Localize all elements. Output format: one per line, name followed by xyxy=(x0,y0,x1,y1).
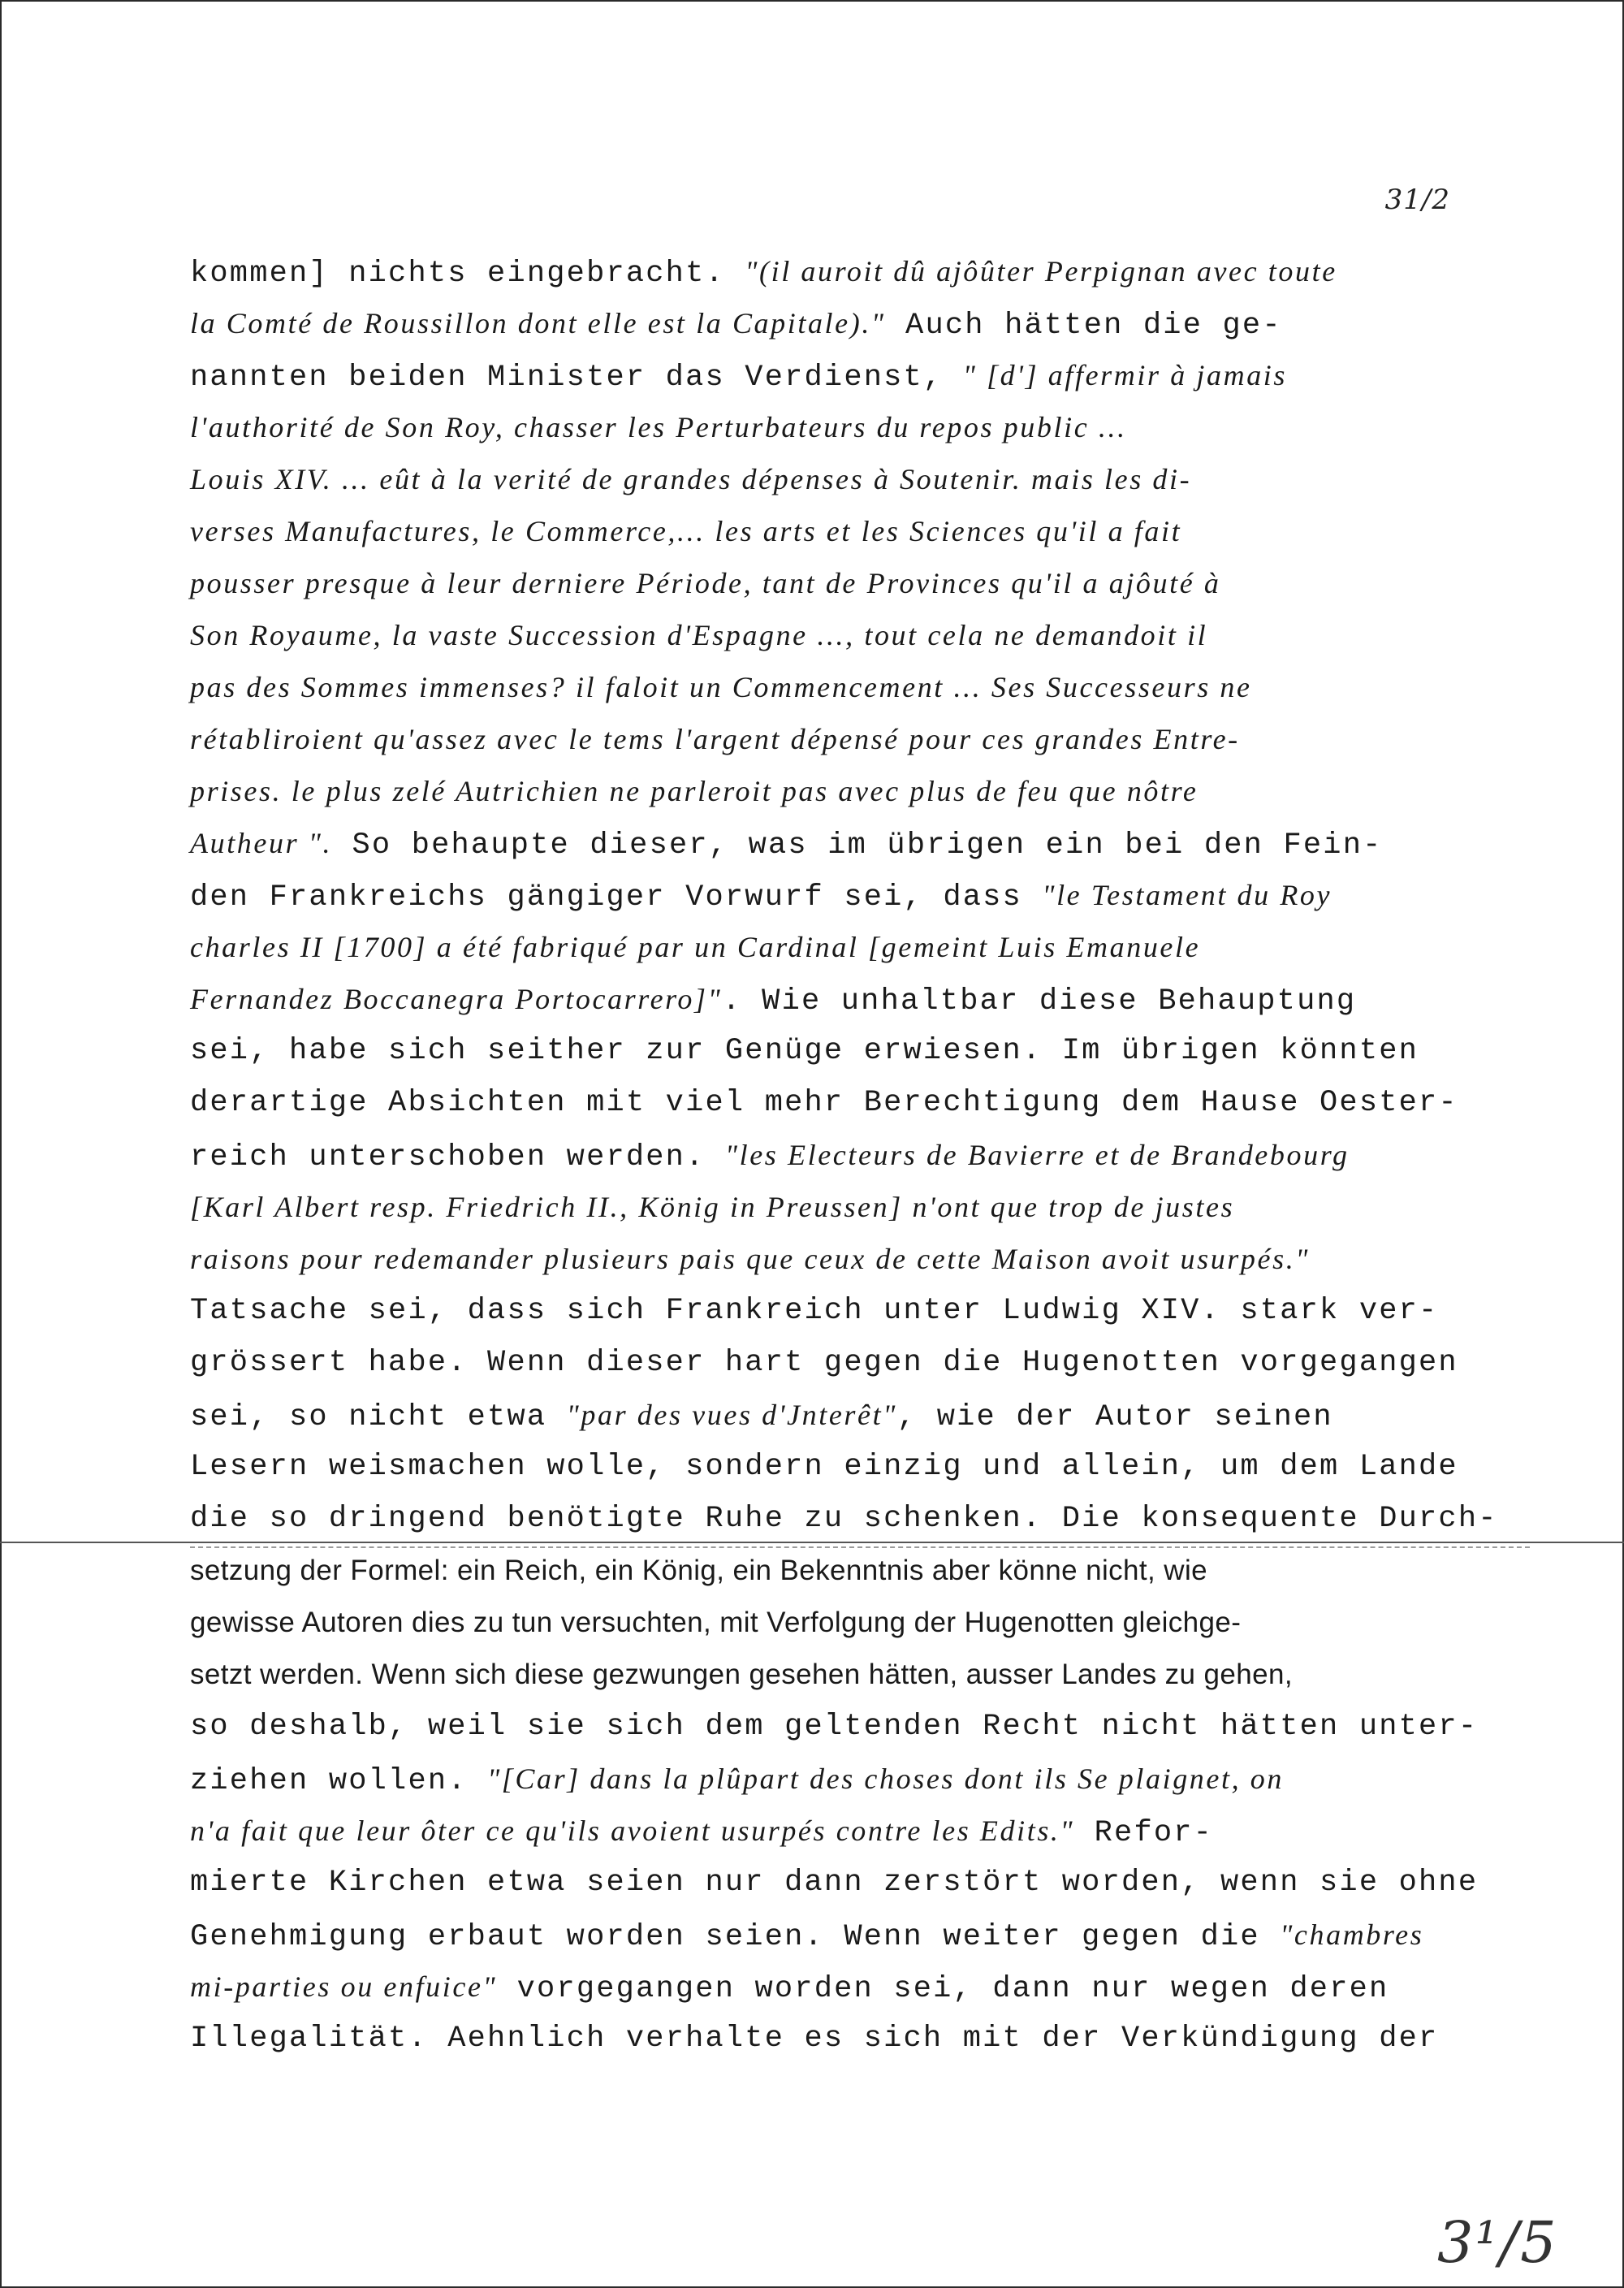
text-line xyxy=(190,1238,1489,1290)
text-line xyxy=(190,926,1489,978)
text-line xyxy=(190,302,1489,354)
text-line xyxy=(190,770,1489,822)
text-line xyxy=(190,458,1489,510)
text-line xyxy=(190,1342,1489,1394)
german-text: ziehen wollen. xyxy=(190,1764,488,1798)
quoted-french-text: n'a fait que leur ôter ce qu'ils avoient usurpés contre les Edits." xyxy=(190,1814,1075,1847)
text-line xyxy=(190,250,1489,302)
text-line xyxy=(190,1966,1489,2018)
quoted-french-text: "(il auroit dû ajôûter Perpignan avec toute xyxy=(745,255,1337,288)
body-text xyxy=(190,250,1498,2070)
text-line xyxy=(190,1706,1489,1758)
german-text: sei, habe sich seither zur Genüge erwiesen. Im übrigen könnten xyxy=(190,1034,1419,1068)
german-text: setzt werden. Wenn sich diese gezwungen gesehen hätten, ausser Landes zu gehen, xyxy=(190,1659,1293,1690)
text-line xyxy=(190,874,1489,926)
german-text: . Wie unhaltbar diese Behauptung xyxy=(722,984,1357,1019)
quoted-french-text: pas des Sommes immenses? il faloit un Commencement ... Ses Successeurs ne xyxy=(190,671,1252,703)
german-text: setzung der Formel: ein Reich, ein König, ein Bekenntnis aber könne nicht, wie xyxy=(190,1555,1208,1586)
text-line xyxy=(190,614,1489,666)
quoted-french-text: verses Manufactures, le Commerce,... les arts et les Sciences qu'il a fait xyxy=(190,515,1182,547)
text-line xyxy=(190,1550,1489,1602)
text-line xyxy=(190,1186,1489,1238)
text-line xyxy=(190,1394,1489,1446)
german-text: vorgegangen worden sei, dann nur wegen deren xyxy=(497,1972,1389,2006)
quoted-french-text: "le Testament du Roy xyxy=(1042,879,1332,911)
german-text: den Frankreichs gängiger Vorwurf sei, dass xyxy=(190,880,1043,915)
german-text: Lesern weismachen wolle, sondern einzig und allein, um dem Lande xyxy=(190,1450,1458,1484)
quoted-french-text: Son Royaume, la vaste Succession d'Espagne ..., tout cela ne demandoit il xyxy=(190,619,1208,651)
text-line xyxy=(190,1810,1489,1862)
german-text: Illegalität. Aehnlich verhalte es sich mit der Verkündigung der xyxy=(190,2022,1439,2056)
quoted-french-text: Autheur ". xyxy=(190,827,333,859)
page-number: 31/2 xyxy=(1384,184,1450,216)
quoted-french-text: pousser presque à leur derniere Période, tant de Provinces qu'il a ajôuté à xyxy=(190,567,1221,599)
german-text: kommen] nichts eingebracht. xyxy=(190,257,745,291)
german-text: die so dringend benötigte Ruhe zu schenken. Die konsequente Durch- xyxy=(190,1502,1498,1536)
text-line xyxy=(190,354,1489,406)
german-text: Refor- xyxy=(1074,1816,1214,1850)
quoted-french-text: " [d'] affermir à jamais xyxy=(962,359,1287,391)
german-text: Tatsache sei, dass sich Frankreich unter Ludwig XIV. stark ver- xyxy=(190,1294,1439,1328)
text-line xyxy=(190,406,1489,458)
text-line xyxy=(190,510,1489,562)
german-text: reich unterschoben werden. xyxy=(190,1140,725,1174)
german-text: So behaupte dieser, was im übrigen ein bei den Fein- xyxy=(332,828,1383,863)
handwritten-folio: 3¹/5 xyxy=(1437,2209,1558,2276)
text-line xyxy=(190,1862,1489,1914)
german-text: Genehmigung erbaut worden seien. Wenn weiter gegen die xyxy=(190,1920,1281,1954)
text-line xyxy=(190,978,1489,1030)
quoted-french-text: la Comté de Roussillon dont elle est la Capitale)." xyxy=(190,307,886,340)
german-text: mierte Kirchen etwa seien nur dann zerstört worden, wenn sie ohne xyxy=(190,1866,1479,1900)
text-line xyxy=(190,1602,1489,1654)
quoted-french-text: prises. le plus zelé Autrichien ne parleroit pas avec plus de feu que nôtre xyxy=(190,775,1199,807)
text-line xyxy=(190,822,1489,874)
text-line xyxy=(190,1914,1489,1966)
text-line xyxy=(190,718,1489,770)
text-line xyxy=(190,1654,1489,1706)
quoted-french-text: Fernandez Boccanegra Portocarrero]" xyxy=(190,983,723,1015)
quoted-french-text: "par des vues d'Jnterêt" xyxy=(566,1399,897,1431)
text-line xyxy=(190,2018,1489,2070)
text-line xyxy=(190,1134,1489,1186)
text-line xyxy=(190,1082,1489,1134)
quoted-french-text: Louis XIV. ... eût à la verité de grandes dépenses à Soutenir. mais les di- xyxy=(190,463,1192,495)
quoted-french-text: l'authorité de Son Roy, chasser les Perturbateurs du repos public ... xyxy=(190,411,1127,443)
quoted-french-text: [Karl Albert resp. Friedrich II., König in Preussen] n'ont que trop de justes xyxy=(190,1191,1235,1223)
german-text: derartige Absichten mit viel mehr Berechtigung dem Hause Oester- xyxy=(190,1086,1458,1120)
german-text: gewisse Autoren dies zu tun versuchten, mit Verfolgung der Hugenotten gleichge- xyxy=(190,1607,1242,1638)
german-text: nannten beiden Minister das Verdienst, xyxy=(190,361,963,395)
german-text: Auch hätten die ge- xyxy=(885,309,1282,343)
quoted-french-text: "les Electeurs de Bavierre et de Brandebourg xyxy=(724,1139,1350,1171)
text-line xyxy=(190,562,1489,614)
text-line xyxy=(190,1290,1489,1342)
german-text: , wie der Autor seinen xyxy=(896,1400,1333,1434)
text-line xyxy=(190,666,1489,718)
text-line xyxy=(190,1446,1489,1498)
german-text: so deshalb, weil sie sich dem geltenden Recht nicht hätten unter- xyxy=(190,1710,1479,1744)
text-line xyxy=(190,1030,1489,1082)
quoted-french-text: mi-parties ou enfuice" xyxy=(190,1970,498,2003)
text-line xyxy=(190,1498,1498,1550)
quoted-french-text: raisons pour redemander plusieurs pais que ceux de cette Maison avoit usurpés." xyxy=(190,1243,1311,1275)
quoted-french-text: charles II [1700] a été fabriqué par un Cardinal [gemeint Luis Emanuele xyxy=(190,931,1201,963)
quoted-french-text: "chambres xyxy=(1280,1918,1424,1951)
german-text: grössert habe. Wenn dieser hart gegen die Hugenotten vorgegangen xyxy=(190,1346,1458,1380)
quoted-french-text: "[Car] dans la plûpart des choses dont ils Se plaignet, on xyxy=(487,1762,1284,1795)
quoted-french-text: rétabliroient qu'assez avec le tems l'argent dépensé pour ces grandes Entre- xyxy=(190,723,1240,755)
german-text: sei, so nicht etwa xyxy=(190,1400,567,1434)
text-line xyxy=(190,1758,1489,1810)
